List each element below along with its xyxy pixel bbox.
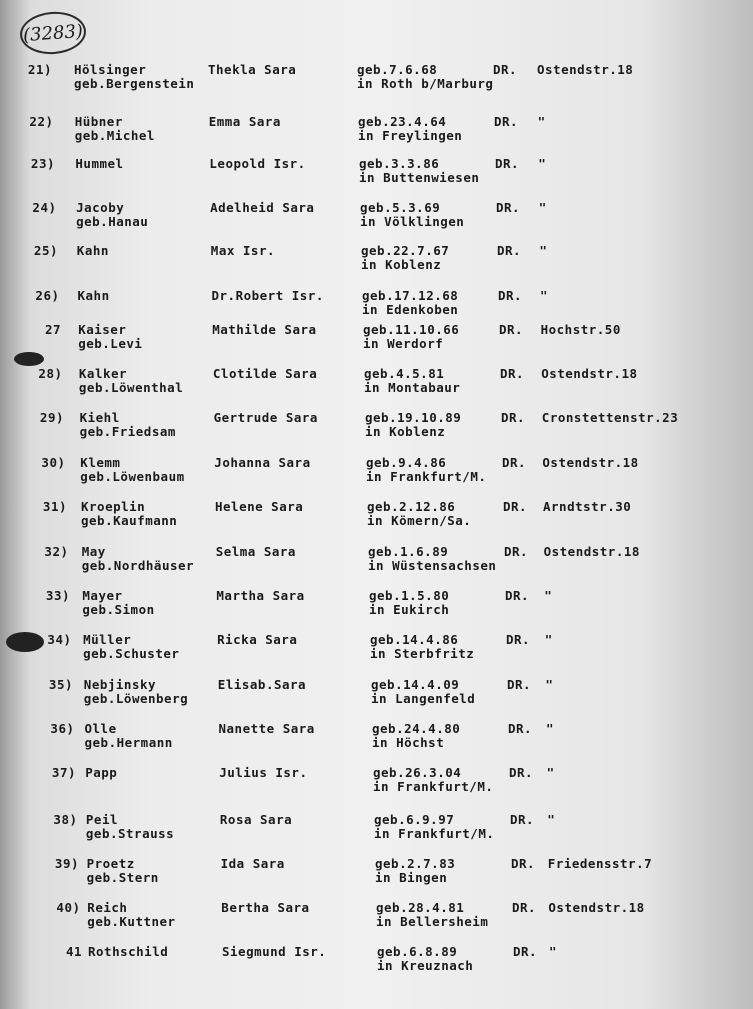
given-names: Elisab.Sara <box>217 677 307 692</box>
entry-number: 40) <box>56 900 81 915</box>
residence-code: DR. <box>511 856 536 871</box>
birth-date: geb.2.12.86 <box>367 499 456 514</box>
birth-place: in Eukirch <box>369 602 450 617</box>
birth-place: in Koblenz <box>361 257 442 272</box>
given-names: Helene Sara <box>215 499 304 514</box>
address: " <box>544 588 553 603</box>
birth-place: in Werdorf <box>363 336 444 351</box>
birth-name: geb.Michel <box>74 128 155 143</box>
birth-name: geb.Strauss <box>85 826 175 841</box>
surname: Mayer <box>82 588 123 603</box>
surname: Peil <box>85 812 118 827</box>
entry-number: 22) <box>29 114 54 129</box>
birth-name: geb.Nordhäuser <box>81 558 195 573</box>
surname: Kahn <box>76 243 109 258</box>
address: Friedensstr.7 <box>547 856 653 871</box>
given-names: Max Isr. <box>210 243 276 258</box>
birth-name: geb.Levi <box>78 336 143 351</box>
birth-name: geb.Friedsam <box>79 424 176 439</box>
address: " <box>546 765 555 780</box>
birth-place: in Koblenz <box>365 424 446 439</box>
birth-date: geb.9.4.86 <box>366 455 447 470</box>
given-names: Rosa Sara <box>219 812 293 827</box>
birth-date: geb.3.3.86 <box>359 156 440 171</box>
surname: Olle <box>84 721 117 736</box>
birth-place: in Frankfurt/M. <box>374 826 495 841</box>
birth-place: in Montabaur <box>364 380 461 395</box>
birth-name: geb.Löwenberg <box>83 691 189 706</box>
residence-code: DR. <box>494 114 519 129</box>
surname: Nebjinsky <box>83 677 157 692</box>
birth-place: in Edenkoben <box>362 302 459 317</box>
given-names: Adelheid Sara <box>210 200 315 215</box>
entry-number: 33) <box>45 588 70 603</box>
given-names: Leopold Isr. <box>209 156 306 171</box>
given-names: Julius Isr. <box>219 765 308 780</box>
birth-date: geb.7.6.68 <box>357 62 438 77</box>
birth-date: geb.28.4.81 <box>376 900 465 915</box>
entry-number: 31) <box>42 499 67 514</box>
given-names: Bertha Sara <box>221 900 310 915</box>
residence-code: DR. <box>508 721 533 736</box>
surname: Hübner <box>74 114 123 129</box>
residence-code: DR. <box>493 62 518 77</box>
residence-code: DR. <box>503 499 528 514</box>
address: Arndtstr.30 <box>543 499 632 514</box>
birth-date: geb.22.7.67 <box>361 243 450 258</box>
birth-place: in Höchst <box>372 735 445 750</box>
birth-date: geb.6.9.97 <box>374 812 455 827</box>
birth-date: geb.24.4.80 <box>372 721 461 736</box>
birth-name: geb.Löwenbaum <box>80 469 185 484</box>
surname: Rothschild <box>88 944 169 959</box>
birth-name: geb.Kaufmann <box>81 513 178 528</box>
residence-code: DR. <box>506 632 531 647</box>
birth-date: geb.23.4.64 <box>358 114 447 129</box>
address: " <box>547 812 556 827</box>
birth-place: in Bellersheim <box>376 914 489 929</box>
residence-code: DR. <box>509 765 534 780</box>
address: Hochstr.50 <box>540 322 621 337</box>
address: " <box>549 944 558 959</box>
surname: Kiehl <box>79 410 120 425</box>
birth-name: geb.Hanau <box>76 214 149 229</box>
residence-code: DR. <box>500 366 525 381</box>
birth-place: in Buttenwiesen <box>359 170 480 185</box>
birth-date: geb.11.10.66 <box>363 322 460 337</box>
residence-code: DR. <box>501 410 526 425</box>
birth-name: geb.Simon <box>82 602 155 617</box>
birth-date: geb.1.5.80 <box>369 588 450 603</box>
entry-number: 38) <box>53 812 78 827</box>
surname: Kahn <box>77 288 110 303</box>
given-names: Johanna Sara <box>214 455 311 470</box>
residence-code: DR. <box>497 243 522 258</box>
birth-place: in Völklingen <box>360 214 465 229</box>
surname: Hölsinger <box>74 62 147 77</box>
given-names: Nanette Sara <box>218 721 315 736</box>
residence-code: DR. <box>512 900 537 915</box>
address: Ostendstr.18 <box>548 900 645 915</box>
entry-number: 36) <box>50 721 75 736</box>
birth-place: in Frankfurt/M. <box>373 779 494 794</box>
surname: Proetz <box>86 856 135 871</box>
given-names: Mathilde Sara <box>212 322 317 337</box>
given-names: Clotilde Sara <box>212 366 318 381</box>
surname: Hummel <box>75 156 124 171</box>
surname: Müller <box>83 632 132 647</box>
birth-date: geb.5.3.69 <box>360 200 441 215</box>
birth-date: geb.2.7.83 <box>375 856 456 871</box>
birth-date: geb.14.4.09 <box>371 677 460 692</box>
residence-code: DR. <box>499 322 524 337</box>
surname: Papp <box>85 765 118 780</box>
entry-number: 39) <box>54 856 79 871</box>
birth-name: geb.Bergenstein <box>74 76 195 91</box>
entry-number: 32) <box>44 544 69 559</box>
given-names: Emma Sara <box>208 114 281 129</box>
entry-number: 26) <box>35 288 60 303</box>
birth-place: in Wüstensachsen <box>368 558 497 573</box>
given-names: Siegmund Isr. <box>222 944 327 959</box>
entry-number: 34) <box>47 632 72 647</box>
address: " <box>538 200 547 215</box>
given-names: Ricka Sara <box>217 632 298 647</box>
birth-date: geb.19.10.89 <box>365 410 462 425</box>
entry-number: 23) <box>30 156 55 171</box>
entry-number: 37) <box>51 765 76 780</box>
birth-date: geb.17.12.68 <box>362 288 459 303</box>
surname: Kroeplin <box>81 499 146 514</box>
address: " <box>540 288 549 303</box>
entry-number: 24) <box>32 200 57 215</box>
surname: Reich <box>87 900 128 915</box>
birth-place: in Sterbfritz <box>370 646 475 661</box>
surname: Kalker <box>78 366 128 381</box>
surname: Kaiser <box>78 322 127 337</box>
residence-code: DR. <box>496 200 521 215</box>
address: " <box>544 632 553 647</box>
entry-number: 29) <box>39 410 64 425</box>
residence-code: DR. <box>498 288 523 303</box>
given-names: Thekla Sara <box>208 62 297 77</box>
birth-place: in Roth b/Marburg <box>357 76 494 91</box>
address: " <box>537 114 546 129</box>
entry-number: 25) <box>33 243 58 258</box>
address: " <box>546 721 555 736</box>
residence-code: DR. <box>502 455 527 470</box>
entry-number: 35) <box>48 677 73 692</box>
given-names: Martha Sara <box>216 588 305 603</box>
address: " <box>538 156 547 171</box>
residence-code: DR. <box>507 677 532 692</box>
address: Ostendstr.18 <box>543 544 640 559</box>
birth-place: in Freylingen <box>358 128 463 143</box>
birth-name: geb.Hermann <box>84 735 173 750</box>
birth-date: geb.6.8.89 <box>377 944 458 959</box>
ink-blot <box>6 632 44 652</box>
given-names: Gertrude Sara <box>213 410 318 425</box>
birth-date: geb.26.3.04 <box>373 765 462 780</box>
birth-name: geb.Löwenthal <box>78 380 184 395</box>
entry-number: 41 <box>65 944 82 959</box>
address: Cronstettenstr.23 <box>541 410 679 425</box>
birth-place: in Langenfeld <box>371 691 476 706</box>
entry-number: 28) <box>38 366 63 381</box>
birth-name: geb.Kuttner <box>87 914 176 929</box>
birth-place: in Bingen <box>375 870 448 885</box>
birth-date: geb.4.5.81 <box>364 366 445 381</box>
given-names: Dr.Robert Isr. <box>211 288 324 303</box>
given-names: Selma Sara <box>215 544 296 559</box>
archive-stamp: (3283) <box>19 10 88 57</box>
residence-code: DR. <box>505 588 530 603</box>
address: Ostendstr.18 <box>541 366 638 381</box>
residence-code: DR. <box>504 544 529 559</box>
address: " <box>539 243 548 258</box>
surname: Jacoby <box>76 200 125 215</box>
ink-blot <box>14 352 44 366</box>
birth-date: geb.14.4.86 <box>370 632 459 647</box>
birth-date: geb.1.6.89 <box>368 544 449 559</box>
birth-name: geb.Schuster <box>83 646 180 661</box>
entry-number: 30) <box>41 455 66 470</box>
birth-place: in Kömern/Sa. <box>367 513 472 528</box>
residence-code: DR. <box>495 156 520 171</box>
surname: Klemm <box>80 455 121 470</box>
residence-code: DR. <box>510 812 535 827</box>
entry-number: 21) <box>27 62 52 77</box>
birth-place: in Frankfurt/M. <box>366 469 487 484</box>
entry-number: 27 <box>44 322 61 337</box>
given-names: Ida Sara <box>220 856 285 871</box>
surname: May <box>81 544 106 559</box>
birth-place: in Kreuznach <box>377 958 474 973</box>
address: " <box>545 677 554 692</box>
residence-code: DR. <box>513 944 538 959</box>
birth-name: geb.Stern <box>86 870 159 885</box>
address: Ostendstr.18 <box>537 62 634 77</box>
address: Ostendstr.18 <box>542 455 639 470</box>
